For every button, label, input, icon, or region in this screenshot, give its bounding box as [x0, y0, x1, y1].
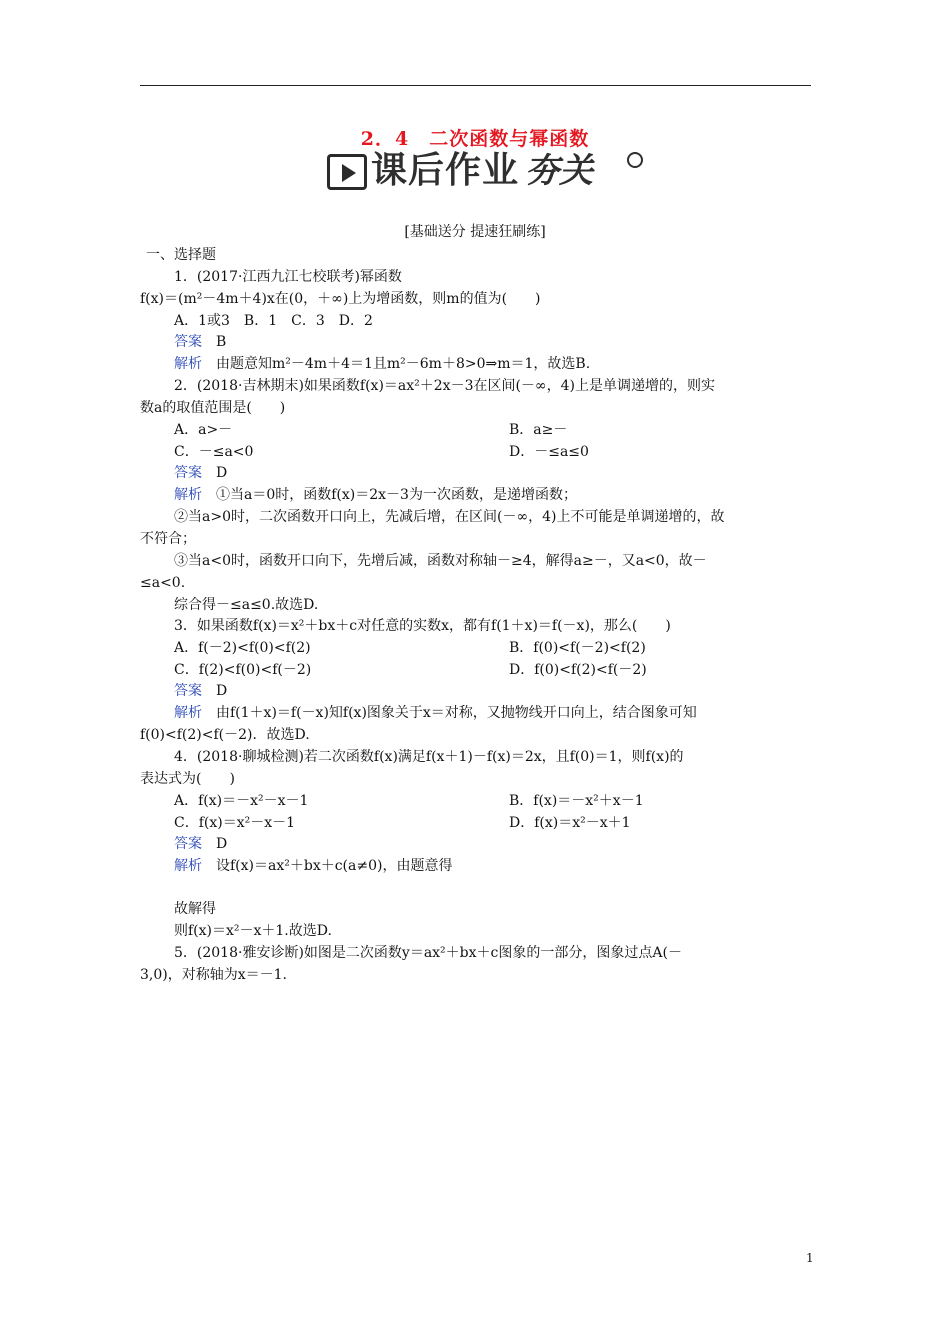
- banner-logo: 夯关: [525, 151, 593, 191]
- analysis-2-line: 不符合；: [140, 531, 196, 547]
- option-3d: D．f(0)<f(2)<f(－2): [509, 662, 647, 678]
- top-rule: [140, 85, 811, 86]
- question-5-body: 3,0)，对称轴为x＝－1.: [140, 967, 287, 983]
- analysis-2: 解析 ①当a＝0时，函数f(x)＝2x－3为一次函数，是递增函数；: [174, 487, 577, 503]
- answer-1: 答案 B: [174, 334, 227, 350]
- question-3: 3．如果函数f(x)＝x²＋bx＋c对任意的实数x，都有f(1＋x)＝f(－x)，那么( ): [174, 618, 671, 634]
- option-4d: D．f(x)＝x²－x＋1: [509, 815, 631, 831]
- question-4-body: 表达式为( ): [140, 771, 235, 787]
- option-3c: C．f(2)<f(0)<f(－2): [174, 662, 312, 678]
- option-4c: C．f(x)＝x²－x－1: [174, 815, 296, 831]
- analysis-label: 解析: [174, 356, 202, 372]
- question-2: 2．(2018·吉林期末)如果函数f(x)＝ax²＋2x－3在区间(－∞，4)上是单调递增的，则实: [174, 378, 715, 394]
- analysis-2-line: ③当a<0时，函数开口向下，先增后减，函数对称轴－≥4，解得a≥－，又a<0，故－: [174, 553, 707, 569]
- option-4a: A．f(x)＝－x²－x－1: [174, 793, 309, 809]
- analysis-4: 解析 设f(x)＝ax²＋bx＋c(a≠0)，由题意得: [174, 858, 453, 874]
- analysis-1: 解析 由题意知m²－4m＋4＝1且m²－6m＋8>0⇒m＝1，故选B.: [174, 356, 591, 372]
- option-2b: B．a≥－: [509, 422, 568, 438]
- section-heading: 一、选择题: [146, 247, 216, 263]
- option-2c: C．－≤a<0: [174, 444, 254, 460]
- play-icon: [327, 154, 367, 190]
- option-3a: A．f(－2)<f(0)<f(2): [174, 640, 311, 656]
- page-number: 1: [806, 1251, 814, 1265]
- option-2d: D．－≤a≤0: [509, 444, 589, 460]
- answer-4: 答案 D: [174, 836, 228, 852]
- banner-text: 课后作业: [371, 150, 520, 191]
- analysis-2-line: ≤a<0.: [140, 575, 186, 591]
- analysis-3-line: f(0)<f(2)<f(－2)．故选D.: [140, 727, 310, 743]
- target-icon: [627, 152, 643, 168]
- page-title: 2．4 二次函数与幂函数: [360, 128, 590, 150]
- question-1-body: f(x)＝(m²－4m＋4)x在(0，＋∞)上为增函数，则m的值为( ): [140, 291, 541, 307]
- question-2-body: 数a的取值范围是( ): [140, 400, 286, 416]
- analysis-4-line: 故解得: [174, 901, 216, 917]
- option-4b: B．f(x)＝－x²＋x－1: [509, 793, 644, 809]
- analysis-3: 解析 由f(1＋x)＝f(－x)知f(x)图象关于x＝对称，又抛物线开口向上，结合图象可知: [174, 705, 697, 721]
- question-1-options: A．1或3 B．1 C．3 D．2: [174, 313, 373, 329]
- question-5: 5．(2018·雅安诊断)如图是二次函数y＝ax²＋bx＋c图象的一部分，图象过点A(－: [174, 945, 682, 961]
- section-banner: [327, 148, 657, 194]
- answer-3: 答案 D: [174, 683, 228, 699]
- option-2a: A．a>－: [174, 422, 233, 438]
- option-3b: B．f(0)<f(－2)<f(2): [509, 640, 646, 656]
- analysis-2-line: 综合得－≤a≤0.故选D.: [174, 597, 319, 613]
- analysis-2-line: ②当a>0时，二次函数开口向上，先减后增，在区间(－∞，4)上不可能是单调递增的，故: [174, 509, 725, 525]
- question-1: 1．(2017·江西九江七校联考)幂函数: [174, 269, 402, 285]
- question-4: 4．(2018·聊城检测)若二次函数f(x)满足f(x＋1)－f(x)＝2x，且f(0)＝1，则f(x)的: [174, 749, 684, 765]
- subtitle: [基础送分 提速狂刷练]: [404, 224, 546, 240]
- answer-2: 答案 D: [174, 465, 228, 481]
- analysis-4-line: 则f(x)＝x²－x＋1.故选D.: [174, 923, 332, 939]
- answer-label: 答案: [174, 334, 202, 350]
